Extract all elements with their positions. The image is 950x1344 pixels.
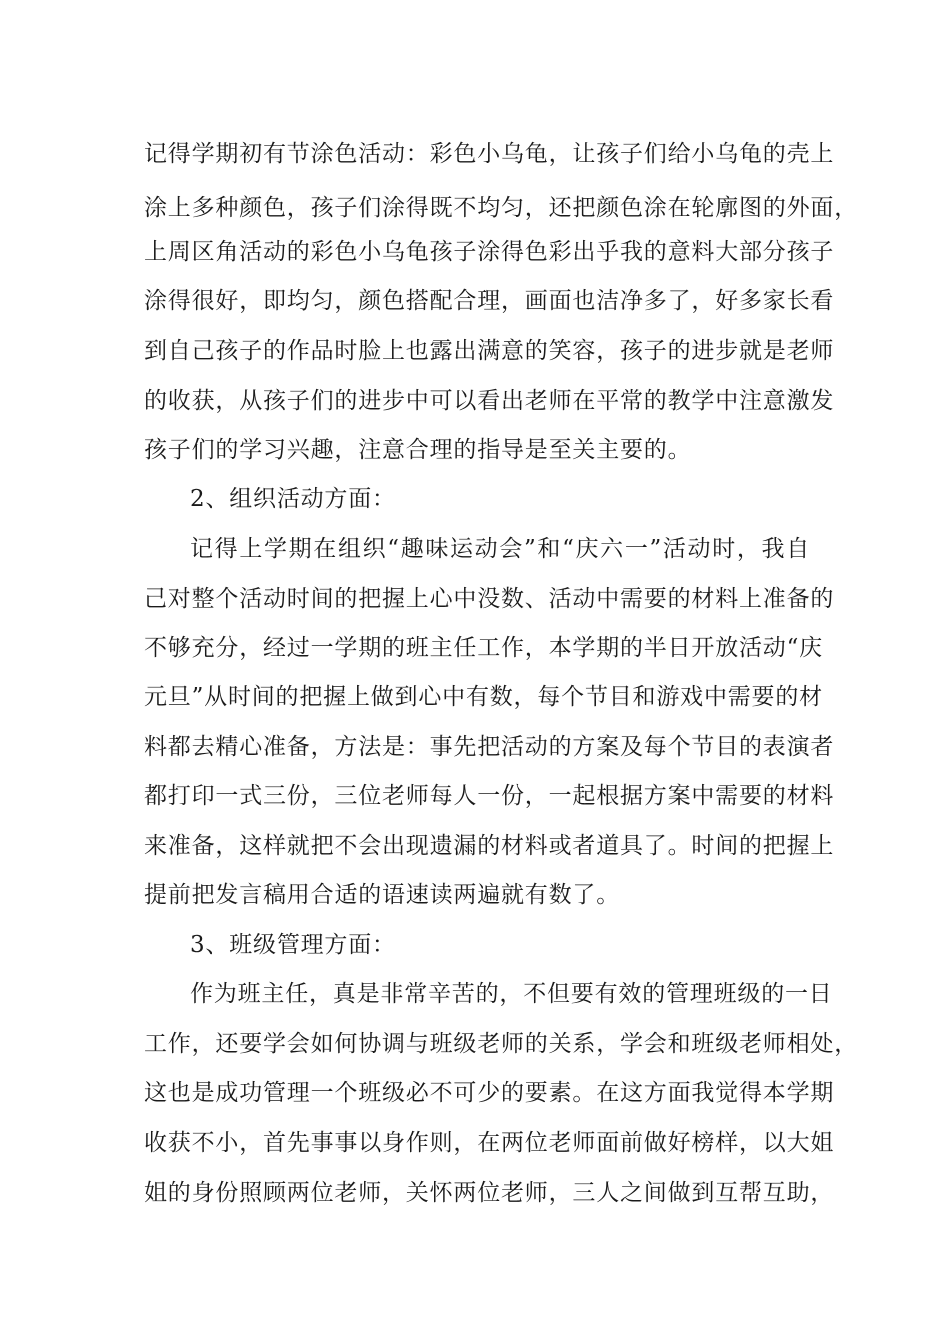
text-line: 的收获，从孩子们的进步中可以看出老师在平常的教学中注意激发 — [144, 388, 835, 414]
text-line: 工作，还要学会如何协调与班级老师的关系，学会和班级老师相处， — [144, 1031, 858, 1057]
text-line: 姐的身份照顾两位老师，关怀两位老师，三人之间做到互帮互助， — [144, 1180, 835, 1206]
text-line: 孩子们的学习兴趣，注意合理的指导是至关主要的。 — [144, 437, 692, 463]
text-line: 这也是成功管理一个班级必不可少的要素。在这方面我觉得本学期 — [144, 1080, 835, 1106]
text-line: 不够充分，经过一学期的班主任工作，本学期的半日开放活动“庆 — [144, 635, 823, 661]
text-line: 料都去精心准备，方法是：事先把活动的方案及每个节目的表演者 — [144, 734, 835, 760]
text-line: 来准备，这样就把不会出现遗漏的材料或者道具了。时间的把握上 — [144, 833, 835, 859]
text-line: 记得上学期在组织“趣味运动会”和“庆六一”活动时，我自 — [190, 536, 810, 562]
text-line: 记得学期初有节涂色活动：彩色小乌龟，让孩子们给小乌龟的壳上 — [144, 141, 835, 167]
text-line: 收获不小，首先事事以身作则，在两位老师面前做好榜样，以大姐 — [144, 1130, 835, 1156]
text-line: 涂得很好，即均匀，颜色搭配合理，画面也洁净多了，好多家长看 — [144, 288, 835, 314]
text-line: 上周区角活动的彩色小乌龟孩子涂得色彩出乎我的意料大部分孩子 — [144, 239, 835, 265]
text-line: 到自己孩子的作品时脸上也露出满意的笑容，孩子的进步就是老师 — [144, 338, 835, 364]
section-heading: 3、班级管理方面： — [190, 932, 396, 958]
text-line: 元旦”从时间的把握上做到心中有数，每个节目和游戏中需要的材 — [144, 684, 823, 710]
section-heading: 2、组织活动方面： — [190, 486, 396, 512]
text-line: 都打印一式三份，三位老师每人一份，一起根据方案中需要的材料 — [144, 783, 835, 809]
text-line: 涂上多种颜色，孩子们涂得既不均匀，还把颜色涂在轮廓图的外面， — [144, 195, 858, 221]
text-line: 作为班主任，真是非常辛苦的，不但要有效的管理班级的一日 — [190, 981, 833, 1007]
text-line: 己对整个活动时间的把握上心中没数、活动中需要的材料上准备的 — [144, 586, 835, 612]
text-line: 提前把发言稿用合适的语速读两遍就有数了。 — [144, 882, 620, 908]
